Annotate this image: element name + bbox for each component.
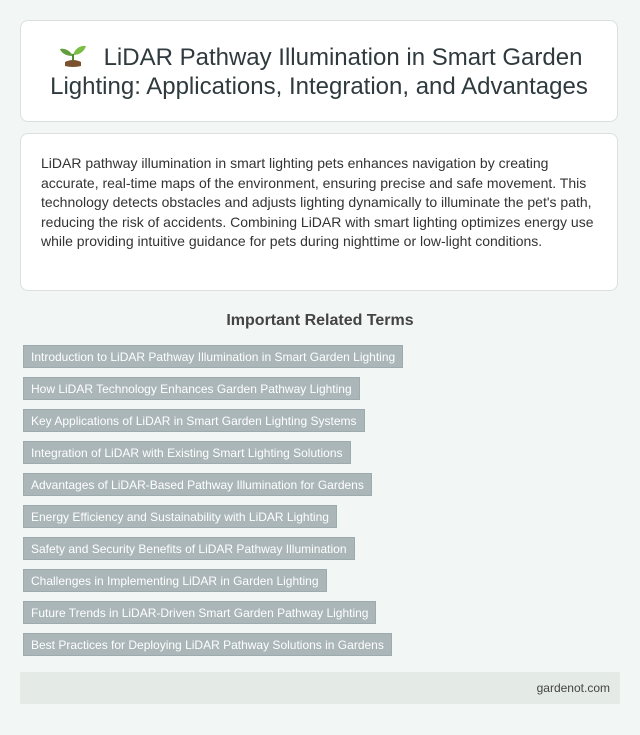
list-item — [23, 473, 617, 496]
list-item — [23, 601, 617, 624]
footer-site-link[interactable]: gardenot.com — [536, 681, 610, 695]
list-item — [23, 345, 617, 368]
description-card — [20, 133, 618, 291]
related-term-link[interactable]: Integration of LiDAR with Existing Smart Lighting Solutions — [23, 441, 351, 464]
related-term-link[interactable]: Best Practices for Deploying LiDAR Pathway Solutions in Gardens — [23, 633, 392, 656]
list-item — [23, 569, 617, 592]
related-term-link[interactable]: Safety and Security Benefits of LiDAR Pathway Illumination — [23, 537, 355, 560]
page-title-text: LiDAR Pathway Illumination in Smart Garden Lighting: Applications, Integration, and Advantages — [50, 43, 588, 100]
list-item — [23, 409, 617, 432]
page-title — [21, 42, 617, 101]
list-item — [23, 537, 617, 560]
related-terms-list — [23, 345, 617, 665]
related-term-link[interactable]: Advantages of LiDAR-Based Pathway Illumination for Gardens — [23, 473, 372, 496]
footer — [20, 672, 620, 704]
title-card — [20, 20, 618, 122]
related-term-link[interactable]: Challenges in Implementing LiDAR in Garden Lighting — [23, 569, 327, 592]
related-term-link[interactable]: Introduction to LiDAR Pathway Illumination in Smart Garden Lighting — [23, 345, 403, 368]
related-term-link[interactable]: Energy Efficiency and Sustainability with LiDAR Lighting — [23, 505, 337, 528]
related-term-link[interactable]: Key Applications of LiDAR in Smart Garden Lighting Systems — [23, 409, 365, 432]
description-text: LiDAR pathway illumination in smart lighting pets enhances navigation by creating accurate, real-time maps of the environment, ensuring precise and safe movement. This technology detects obstacles and adjusts lighting dynamically to illuminate the pet's path, reducing the risk of accidents. Combining LiDAR with smart lighting optimizes energy use while providing intuitive guidance for pets during nighttime or low-light conditions. — [41, 155, 594, 250]
related-term-link[interactable]: Future Trends in LiDAR-Driven Smart Garden Pathway Lighting — [23, 601, 376, 624]
list-item — [23, 441, 617, 464]
related-terms-heading: Important Related Terms — [226, 312, 414, 329]
list-item — [23, 377, 617, 400]
related-term-link[interactable]: How LiDAR Technology Enhances Garden Pathway Lighting — [23, 377, 360, 400]
seedling-icon — [56, 42, 90, 68]
list-item — [23, 633, 617, 656]
list-item — [23, 505, 617, 528]
